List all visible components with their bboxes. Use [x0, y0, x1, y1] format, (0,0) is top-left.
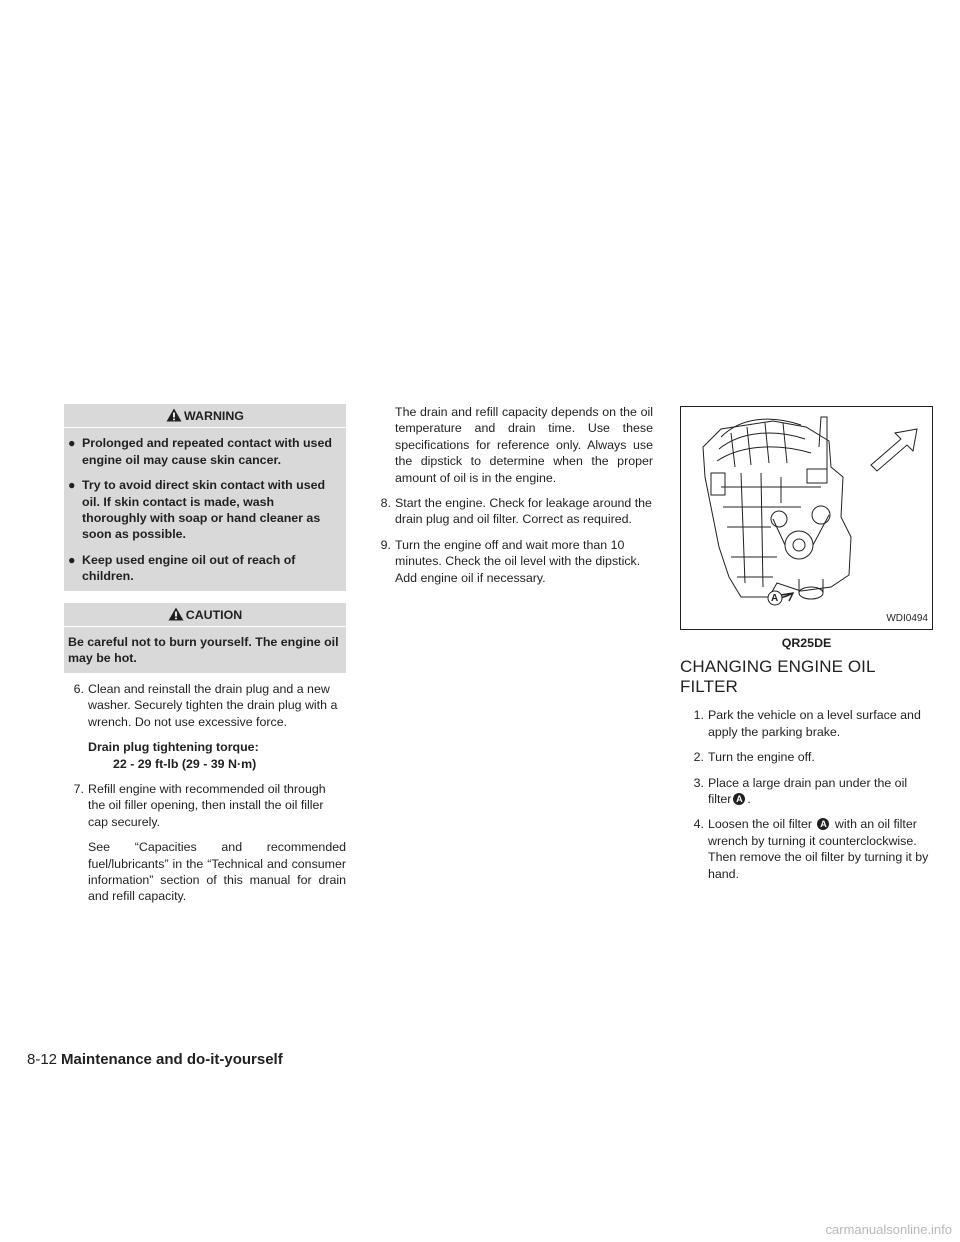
- step-text: Place a large drain pan under the oil filter: [708, 775, 908, 807]
- warning-icon: [166, 408, 182, 422]
- step-8: [371, 495, 653, 528]
- step-number: 9.: [380, 537, 391, 552]
- left-column: [64, 404, 346, 914]
- filter-step-2: [684, 749, 933, 765]
- callout-a-icon: A: [817, 818, 829, 830]
- bullet-icon: ●: [68, 478, 76, 493]
- caution-text: Be careful not to burn yourself. The engine oil may be hot.: [68, 635, 339, 666]
- figure-caption: QR25DE: [781, 636, 832, 650]
- step-9: [371, 537, 653, 586]
- callout-a-icon: A: [733, 793, 745, 805]
- step-number: 6.: [73, 681, 84, 696]
- caution-header: [64, 603, 346, 627]
- step-6: [64, 681, 346, 772]
- warning-item-text: Try to avoid direct skin contact with used oil. If skin contact is made, wash thoroughly with soap or hand cleaner as soon as possible.: [82, 478, 326, 542]
- page-number: 8-12: [27, 1051, 58, 1068]
- step-number: 2.: [693, 750, 704, 765]
- caution-box: [64, 603, 346, 673]
- right-column: [680, 406, 933, 891]
- step-number: 4.: [693, 817, 704, 832]
- step-number: 7.: [73, 781, 84, 796]
- warning-item-text: Prolonged and repeated contact with used engine oil may cause skin cancer.: [82, 436, 332, 467]
- warning-item-text: Keep used engine oil out of reach of children.: [82, 552, 296, 584]
- caution-title: CAUTION: [185, 607, 243, 622]
- torque-value: 22 - 29 ft-lb (29 - 39 N·m): [113, 756, 257, 771]
- step-text-end: with an oil filter wrench by turning it counterclockwise. Then remove the oil filter by turning it by hand.: [708, 817, 929, 881]
- step-text: Park the vehicle on a level surface and apply the parking brake.: [708, 708, 921, 739]
- filter-step-3: [684, 775, 933, 808]
- caution-icon: [168, 607, 184, 621]
- engine-figure: [680, 406, 933, 630]
- warning-body: [64, 428, 346, 590]
- step-number: 8.: [380, 496, 391, 511]
- step-text: Turn the engine off and wait more than 10 minutes. Check the oil level with the dipstick. Add engine oil if necessary.: [395, 537, 641, 585]
- warning-title: WARNING: [184, 409, 244, 423]
- warning-box: [64, 404, 346, 591]
- watermark[interactable]: carmanualsonline.info: [825, 1222, 952, 1237]
- warning-item: [68, 435, 342, 468]
- step-number: 1.: [693, 708, 704, 723]
- step-text: Clean and reinstall the drain plug and a new washer. Securely tighten the drain plug with a wrench. Do not use excessive force.: [88, 681, 338, 729]
- callout-label: A: [771, 593, 779, 604]
- engine-illustration: [681, 407, 932, 629]
- step-text-end: .: [747, 792, 751, 807]
- figure-code: WDI0494: [886, 612, 928, 624]
- bullet-icon: ●: [68, 436, 76, 451]
- step-7: [64, 781, 346, 905]
- bullet-icon: ●: [68, 552, 76, 567]
- filter-step-1: [684, 707, 933, 740]
- step-text: Refill engine with recommended oil through the oil filler opening, then install the oil filler cap securely.: [88, 781, 326, 829]
- page-footer: [27, 1051, 283, 1068]
- middle-column: [371, 404, 653, 595]
- warning-header: [64, 404, 346, 428]
- step-text: Start the engine. Check for leakage around the drain plug and oil filter. Correct as required.: [395, 496, 652, 527]
- filter-step-4: [684, 816, 933, 882]
- warning-item: [68, 477, 342, 543]
- step-number: 3.: [693, 775, 704, 790]
- capacity-note: The drain and refill capacity depends on the oil temperature and drain time. Use these specifications for reference only. Always use the dipstick to determine when the proper amount of oil is in the engine.: [395, 405, 653, 485]
- step-reference-text: See “Capacities and recommended fuel/lubricants” in the “Technical and consumer information” section of this manual for drain and refill capacity.: [88, 840, 346, 904]
- step-text: Turn the engine off.: [708, 750, 815, 765]
- torque-label: Drain plug tightening torque:: [88, 740, 259, 755]
- section-title: CHANGING ENGINE OIL FILTER: [680, 657, 875, 697]
- chapter-title: Maintenance and do-it-yourself: [61, 1051, 283, 1068]
- torque-spec: [88, 739, 346, 772]
- warning-item: [68, 552, 342, 585]
- step-text: Loosen the oil filter: [708, 817, 813, 832]
